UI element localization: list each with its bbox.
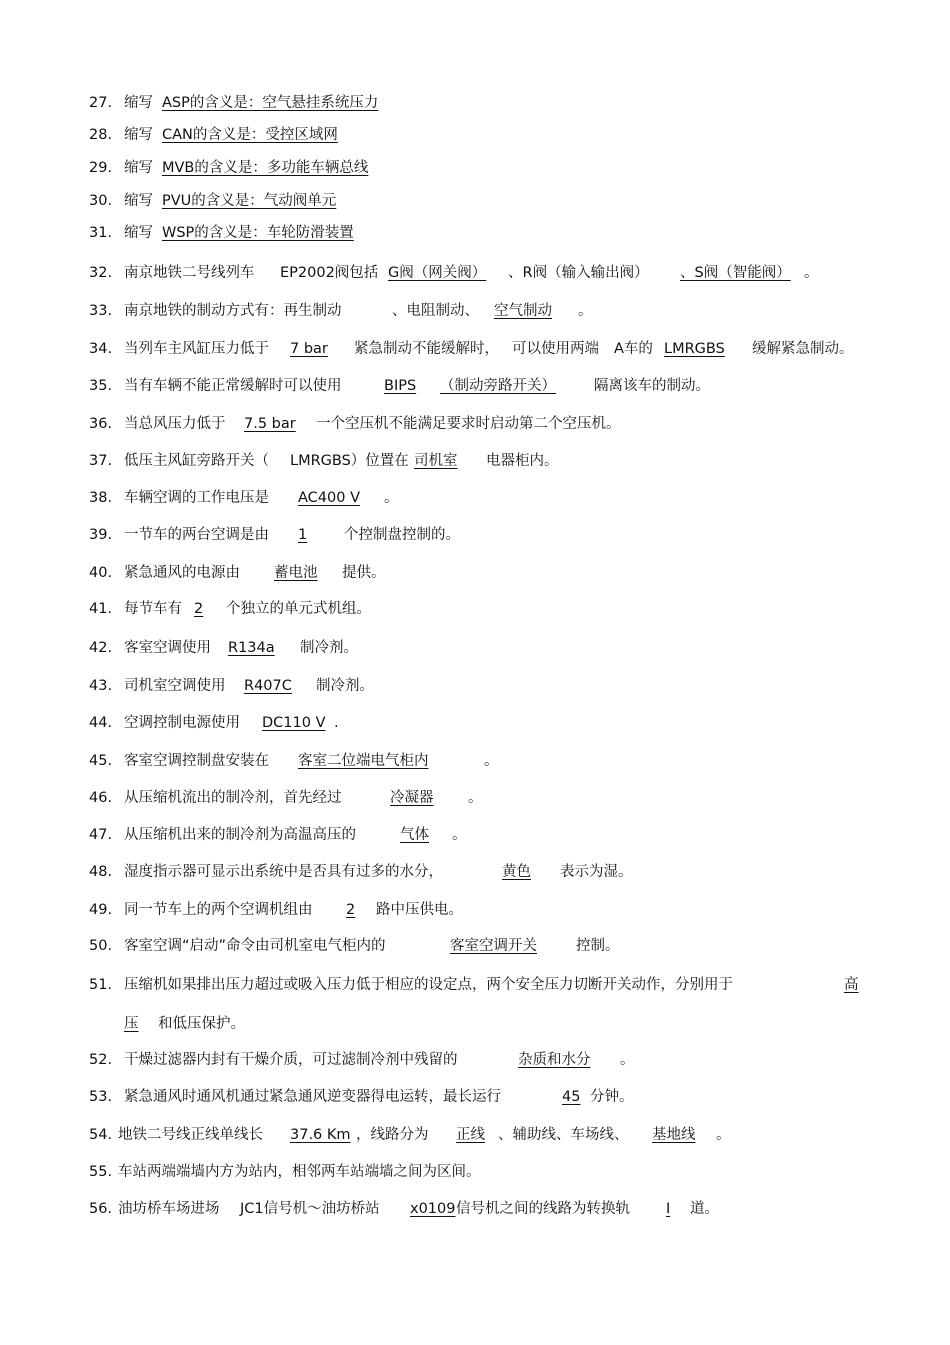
question-text: 电器柜内。 xyxy=(486,453,559,469)
question-number: 56. xyxy=(89,1201,113,1217)
question-text: 南京地铁二号线列车 xyxy=(124,265,255,281)
answer-blank: 冷凝器 xyxy=(390,790,434,806)
answer-blank: x0109 xyxy=(410,1201,456,1217)
question-text: 。 xyxy=(716,1127,731,1143)
question-text: 。 xyxy=(620,1052,635,1068)
answer-blank: LMRGBS xyxy=(664,341,725,357)
question-text: 道。 xyxy=(690,1201,719,1217)
answer-blank: G阀（网关阀） xyxy=(388,265,487,281)
question-text: 从压缩机流出的制冷剂，首先经过 xyxy=(124,790,342,806)
answer-blank: 、S阀（智能阀） xyxy=(680,265,791,281)
question-text: 缓解紧急制动。 xyxy=(752,341,854,357)
answer-blank: PVU的含义是：气动阀单元 xyxy=(162,193,337,209)
question-number: 44. xyxy=(89,715,113,731)
question-text: 紧急通风时通风机通过紧急通风逆变器得电运转，最长运行 xyxy=(124,1089,501,1105)
question-55 xyxy=(0,1161,950,1183)
answer-blank: 1 xyxy=(298,527,308,543)
question-text: 。 xyxy=(384,490,399,506)
question-text: 、R阀（输入输出阀） xyxy=(508,265,649,281)
answer-blank: DC110 V xyxy=(262,715,326,731)
question-number: 35. xyxy=(89,378,113,394)
question-text: 。 xyxy=(484,753,499,769)
question-39 xyxy=(0,524,950,546)
question-text: 路中压供电。 xyxy=(376,902,463,918)
question-text: 客室空调控制盘安装在 xyxy=(124,753,269,769)
question-number: 55. xyxy=(89,1164,113,1180)
question-text: ，线路分为 xyxy=(356,1127,429,1143)
question-number: 29. xyxy=(89,160,113,176)
question-text: 低压主风缸旁路开关（ xyxy=(124,453,269,469)
question-number: 28. xyxy=(89,127,113,143)
question-text: 信号机之间的线路为转换轨 xyxy=(456,1201,630,1217)
question-number: 42. xyxy=(89,640,113,656)
question-text: 个独立的单元式机组。 xyxy=(226,601,371,617)
question-48 xyxy=(0,861,950,883)
question-45 xyxy=(0,750,950,772)
question-37 xyxy=(0,450,950,472)
question-number: 31. xyxy=(89,225,113,241)
question-text: 提供。 xyxy=(342,565,386,581)
question-40 xyxy=(0,562,950,584)
answer-blank: 气体 xyxy=(400,827,429,843)
question-number: 40. xyxy=(89,565,113,581)
answer-blank: CAN的含义是：受控区域网 xyxy=(162,127,338,143)
question-number: 48. xyxy=(89,864,113,880)
answer-blank: BIPS xyxy=(384,378,417,394)
answer-blank: 45 xyxy=(562,1089,581,1105)
question-text: 地铁二号线正线单线长 xyxy=(118,1127,263,1143)
answer-blank: 正线 xyxy=(456,1127,485,1143)
question-text: 表示为湿。 xyxy=(560,864,633,880)
question-42 xyxy=(0,637,950,659)
question-53 xyxy=(0,1086,950,1108)
answer-blank: 蓄电池 xyxy=(274,565,318,581)
answer-blank: 高 xyxy=(844,977,859,993)
question-47 xyxy=(0,824,950,846)
question-33 xyxy=(0,300,950,322)
question-number: 52. xyxy=(89,1052,113,1068)
answer-blank: 7 bar xyxy=(290,341,328,357)
question-number: 49. xyxy=(89,902,113,918)
question-36 xyxy=(0,413,950,435)
question-text: 、辅助线、车场线、 xyxy=(498,1127,629,1143)
question-number: 36. xyxy=(89,416,113,432)
question-text: 。 xyxy=(578,303,593,319)
answer-blank: R134a xyxy=(228,640,275,656)
question-text: 当有车辆不能正常缓解时可以使用 xyxy=(124,378,342,394)
question-text: JC1信号机～油坊桥站 xyxy=(240,1201,380,1217)
question-41 xyxy=(0,598,950,620)
question-text: 隔离该车的制动。 xyxy=(594,378,710,394)
answer-blank: AC400 V xyxy=(298,490,360,506)
question-number: 30. xyxy=(89,193,113,209)
question-number: 45. xyxy=(89,753,113,769)
question-text: 紧急通风的电源由 xyxy=(124,565,240,581)
question-text: 。 xyxy=(452,827,467,843)
question-text: 客室空调使用 xyxy=(124,640,211,656)
question-text: 当总风压力低于 xyxy=(124,416,226,432)
question-number: 53. xyxy=(89,1089,113,1105)
answer-blank: 2 xyxy=(346,902,356,918)
question-38 xyxy=(0,487,950,509)
question-text: 司机室空调使用 xyxy=(124,678,226,694)
question-text: 一节车的两台空调是由 xyxy=(124,527,269,543)
question-number: 51. xyxy=(89,977,113,993)
question-number: 27. xyxy=(89,95,113,111)
question-text: 每节车有 xyxy=(124,601,182,617)
question-52 xyxy=(0,1049,950,1071)
question-number: 43. xyxy=(89,678,113,694)
question-text: 制冷剂。 xyxy=(300,640,358,656)
question-44 xyxy=(0,712,950,734)
question-number: 47. xyxy=(89,827,113,843)
question-51 xyxy=(0,974,950,996)
question-text: 紧急制动不能缓解时， xyxy=(354,341,499,357)
question-number: 37. xyxy=(89,453,113,469)
question-31 xyxy=(0,222,950,244)
question-text: 。 xyxy=(804,265,819,281)
question-text: 制冷剂。 xyxy=(316,678,374,694)
question-text: 油坊桥车场进场 xyxy=(118,1201,220,1217)
question-text: A车的 xyxy=(614,341,653,357)
question-text: 和低压保护。 xyxy=(158,1016,245,1032)
question-54 xyxy=(0,1124,950,1146)
question-text: 缩写 xyxy=(124,225,153,241)
answer-blank: ASP的含义是：空气悬挂系统压力 xyxy=(162,95,379,111)
answer-blank: 客室空调开关 xyxy=(450,938,537,954)
question-29 xyxy=(0,157,950,179)
question-text: 一个空压机不能满足要求时启动第二个空压机。 xyxy=(316,416,621,432)
question-number: 32. xyxy=(89,265,113,281)
question-35 xyxy=(0,375,950,397)
question-number: 54. xyxy=(89,1127,113,1143)
answer-blank: 37.6 Km xyxy=(290,1127,351,1143)
answer-blank: 压 xyxy=(124,1016,139,1032)
question-49 xyxy=(0,899,950,921)
answer-blank: 空气制动 xyxy=(494,303,552,319)
answer-blank: （制动旁路开关） xyxy=(440,378,556,394)
question-56 xyxy=(0,1198,950,1220)
question-28 xyxy=(0,124,950,146)
answer-blank: 杂质和水分 xyxy=(518,1052,591,1068)
question-text: 控制。 xyxy=(576,938,620,954)
question-text: 。 xyxy=(468,790,483,806)
answer-blank: MVB的含义是：多功能车辆总线 xyxy=(162,160,369,176)
question-text: 空调控制电源使用 xyxy=(124,715,240,731)
question-text: 个控制盘控制的。 xyxy=(344,527,460,543)
answer-blank: 2 xyxy=(194,601,204,617)
question-27 xyxy=(0,92,950,114)
question-text: . xyxy=(334,715,339,731)
question-30 xyxy=(0,190,950,212)
question-number: 46. xyxy=(89,790,113,806)
answer-blank: WSP的含义是：车轮防滑装置 xyxy=(162,225,354,241)
question-46 xyxy=(0,787,950,809)
question-number: 50. xyxy=(89,938,113,954)
question-text: EP2002阀包括 xyxy=(280,265,379,281)
question-text: 车站两端端墙内方为站内，相邻两车站端墙之间为区间。 xyxy=(118,1164,481,1180)
question-32 xyxy=(0,262,950,284)
answer-blank: 客室二位端电气柜内 xyxy=(298,753,429,769)
question-number: 38. xyxy=(89,490,113,506)
question-50 xyxy=(0,935,950,957)
question-text: 压缩机如果排出压力超过或吸入压力低于相应的设定点，两个安全压力切断开关动作，分别用于 xyxy=(124,977,733,993)
answer-blank: 司机室 xyxy=(414,453,458,469)
question-number: 39. xyxy=(89,527,113,543)
question-text: 缩写 xyxy=(124,127,153,143)
question-number: 41. xyxy=(89,601,113,617)
question-text: 分钟。 xyxy=(590,1089,634,1105)
answer-blank: R407C xyxy=(244,678,292,694)
question-text: 当列车主风缸压力低于 xyxy=(124,341,269,357)
question-text: 客室空调“启动”命令由司机室电气柜内的 xyxy=(124,938,386,954)
question-text: 湿度指示器可显示出系统中是否具有过多的水分， xyxy=(124,864,443,880)
answer-blank: 黄色 xyxy=(502,864,531,880)
answer-blank: 7.5 bar xyxy=(244,416,296,432)
question-text: 缩写 xyxy=(124,160,153,176)
answer-blank: I xyxy=(666,1201,671,1217)
question-text: 、电阻制动、 xyxy=(392,303,479,319)
question-text: 缩写 xyxy=(124,95,153,111)
question-text: 车辆空调的工作电压是 xyxy=(124,490,269,506)
question-text: 同一节车上的两个空调机组由 xyxy=(124,902,313,918)
question-51-continued xyxy=(0,1013,950,1035)
answer-blank: 基地线 xyxy=(652,1127,696,1143)
question-text: LMRGBS）位置在 xyxy=(290,453,409,469)
question-text: 可以使用两端 xyxy=(512,341,599,357)
question-text: 干燥过滤器内封有干燥介质，可过滤制冷剂中残留的 xyxy=(124,1052,458,1068)
question-text: 缩写 xyxy=(124,193,153,209)
question-43 xyxy=(0,675,950,697)
question-34 xyxy=(0,338,950,360)
question-number: 34. xyxy=(89,341,113,357)
question-number: 33. xyxy=(89,303,113,319)
question-text: 从压缩机出来的制冷剂为高温高压的 xyxy=(124,827,356,843)
question-text: 南京地铁的制动方式有：再生制动 xyxy=(124,303,342,319)
